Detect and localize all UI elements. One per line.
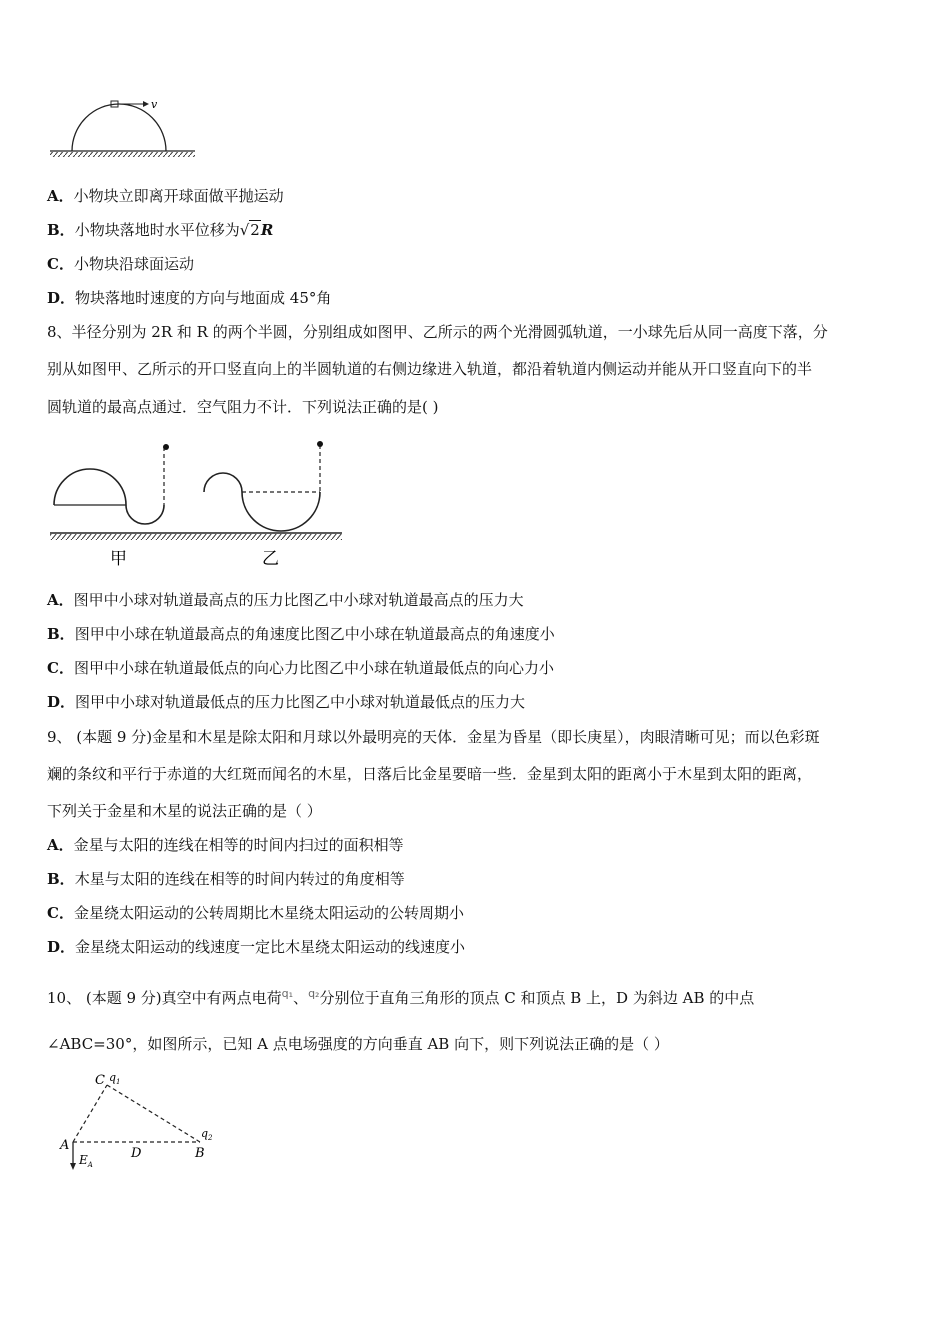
q10-triangle-figure: [45, 1068, 225, 1183]
label-A: A: [60, 1138, 70, 1153]
label-q1: $q_1$: [109, 1071, 121, 1086]
yi-lower-semicircle: [242, 492, 320, 531]
q7-option-d: D．物块落地时速度的方向与地面成 45°角: [47, 289, 332, 307]
label-yi: 乙: [262, 549, 279, 569]
q9-stem-line-1: 9、 (本题 9 分)金星和木星是除太阳和月球以外最明亮的天体．金星为昏星（即长庚星），肉眼清晰可见；而以色彩斑: [47, 728, 820, 746]
field-arrowhead: [70, 1163, 76, 1170]
q10-stem-line-2: ∠ABC=30°，如图所示，已知 A 点电场强度的方向垂直 AB 向下，则下列说法正确的是（ ）: [47, 1035, 669, 1053]
label-jia: 甲: [110, 549, 127, 569]
q8-stem-line-3: 圆轨道的最高点通过．空气阻力不计．下列说法正确的是( ): [47, 398, 439, 416]
yi-ball: [317, 441, 323, 447]
hemisphere-arc: [72, 104, 166, 151]
q7-option-b: B．小物块落地时水平位移为√2R: [47, 221, 274, 239]
q8-stem-line-2: 别从如图甲、乙所示的开口竖直向上的半圆轨道的右侧边缘进入轨道，都沿着轨道内侧运动并能从开口竖直向下的半: [47, 360, 813, 378]
yi-upper-semicircle: [204, 473, 242, 492]
jia-lower-semicircle: [126, 505, 164, 524]
q9-option-d: D．金星绕太阳运动的线速度一定比木星绕太阳运动的线速度小: [47, 938, 466, 956]
label-q2: $q_2$: [201, 1127, 213, 1142]
q8-option-b: B．图甲中小球在轨道最高点的角速度比图乙中小球在轨道最高点的角速度小: [47, 625, 555, 643]
q8-track-figure: [47, 437, 347, 572]
q8-option-a: A．图甲中小球对轨道最高点的压力比图乙中小球对轨道最高点的压力大: [47, 591, 524, 609]
side-AC: [73, 1085, 107, 1142]
q10-stem-line-1: 10、 (本题 9 分)真空中有两点电荷$^{q_1}$、$^{q_2}$分别位于直角三角形的顶点 C 和顶点 B 上，D 为斜边 AB 的中点: [47, 987, 755, 1007]
ground-hatch: [50, 152, 195, 157]
q9-option-a: A．金星与太阳的连线在相等的时间内扫过的面积相等: [47, 836, 404, 854]
side-CB: [107, 1085, 200, 1142]
q9-stem-line-3: 下列关于金星和木星的说法正确的是（ ）: [47, 802, 322, 820]
ground-hatch: [50, 534, 342, 540]
q7-hemisphere-figure: [45, 95, 205, 165]
sqrt-symbol: √2: [239, 221, 260, 239]
charge-q2: q₂: [308, 987, 320, 1000]
velocity-arrowhead: [143, 101, 149, 107]
label-B: B: [195, 1146, 205, 1161]
label-D: D: [131, 1146, 142, 1161]
q7-option-c: C．小物块沿球面运动: [47, 255, 194, 273]
q9-option-b: B．木星与太阳的连线在相等的时间内转过的角度相等: [47, 870, 405, 888]
jia-upper-semicircle: [54, 469, 126, 505]
label-v: v: [151, 98, 158, 111]
q9-stem-line-2: 斓的条纹和平行于赤道的大红斑而闻名的木星，日落后比金星要暗一些．金星到太阳的距离小于木星到太阳的距离，: [47, 765, 813, 783]
q8-stem-line-1: 8、半径分别为 2R 和 R 的两个半圆，分别组成如图甲、乙所示的两个光滑圆弧轨道，一小球先后从同一高度下落，分: [47, 323, 828, 341]
q9-option-c: C．金星绕太阳运动的公转周期比木星绕太阳运动的公转周期小: [47, 904, 464, 922]
q8-option-c: C．图甲中小球在轨道最低点的向心力比图乙中小球在轨道最低点的向心力小: [47, 659, 554, 677]
label-C: C: [95, 1073, 105, 1088]
charge-q1: q₁: [281, 987, 294, 1000]
label-EA: $E_A$: [79, 1153, 93, 1169]
q7-option-a: A．小物块立即离开球面做平抛运动: [47, 187, 284, 205]
q8-option-d: D．图甲中小球对轨道最低点的压力比图乙中小球对轨道最低点的压力大: [47, 693, 526, 711]
jia-ball: [163, 444, 169, 450]
